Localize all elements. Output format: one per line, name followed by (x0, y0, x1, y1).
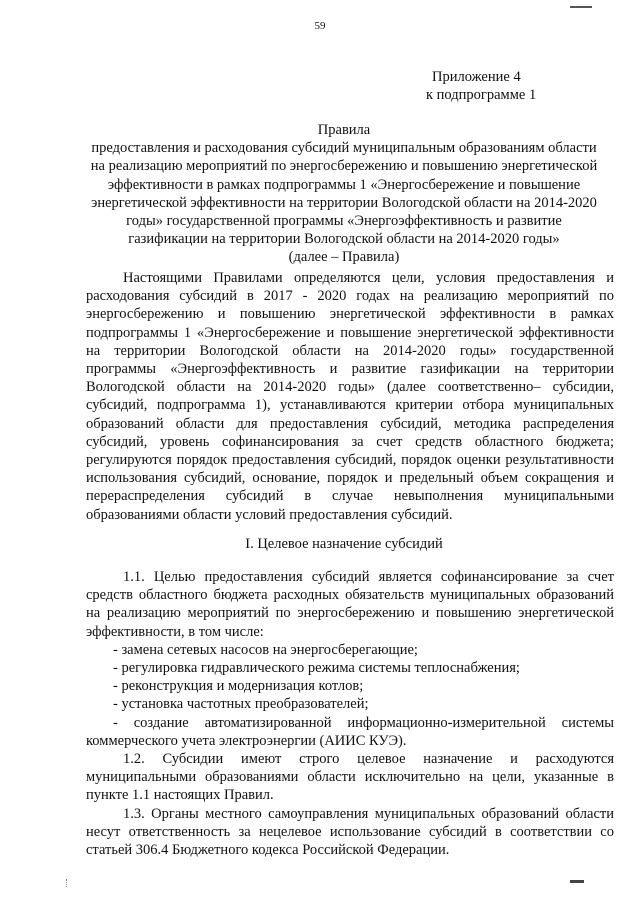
list-item: - реконструкция и модернизация котлов; (113, 678, 364, 695)
appendix-label (426, 68, 537, 104)
title-line: на реализацию мероприятий по энергосбережению и повышению энергетической (90, 158, 598, 175)
title-line: предоставления и расходования субсидий муниципальным образованиям области (91, 140, 597, 157)
scan-mark-top (570, 6, 592, 8)
section-1-body (86, 568, 614, 859)
title-line: эффективности в рамках подпрограммы 1 «Энергосбережение и повышение (107, 176, 581, 193)
title-line: годы» государственной программы «Энергоэффективность и развитие (126, 213, 562, 230)
list-item: - создание автоматизированной информационно-измерительной системы коммерческого учета электроэнергии (АИИС КУЭ). (86, 714, 614, 749)
scan-mark-left (66, 879, 69, 887)
paragraph-1-2: 1.2. Субсидии имеют строго целевое назначение и расходуются муниципальными образованиями области исключительно на цели, указанные в пункте 1.1 настоящих Правил. (86, 751, 614, 804)
intro-paragraph: Настоящими Правилами определяются цели, условия предоставления и расходования субсидий в 2017 - 2020 годах на реализацию мероприятий по энергосбережению и повышению энергетической эффективности в рамках подпрограммы 1 «Энергосбережение и повышение энергетической эффективности на территории Вологодской области на 2014-2020 годы» государственной программы «Энергоэффективность и развитие газификации на территории Вологодской области на 2014-2020 годы» (далее соответственно– субсидии, субсидий, подпрограмма 1), устанавливаются критерии отбора муниципальных образований области для предоставления субсидий, методика распределения субсидий, уровень софинансирования за счет средств областного бюджета; регулируются порядок предоставления субсидий, порядок оценки результативности использования субсидий, основание, порядок и предельный объем сокращения и перераспределения субсидий в случае невыполнения муниципальными образованиями области условий предоставления субсидий. (86, 270, 614, 523)
list-item: - замена сетевых насосов на энергосберегающие; (113, 641, 418, 658)
list-item: - установка частотных преобразователей; (113, 696, 369, 713)
page-number: 59 (314, 20, 326, 32)
title-line: энергетической эффективности на территории Вологодской области на 2014-2020 (91, 194, 597, 211)
title-heading: Правила (317, 122, 371, 138)
appendix-line-1: Приложение 4 (432, 69, 521, 85)
appendix-line-2: к подпрограмме 1 (426, 87, 537, 103)
paragraph-1-3: 1.3. Органы местного самоуправления муниципальных образований области несут ответственность за нецелевое использование субсидий в соответствии со статьей 306.4 Бюджетного кодекса Российской Федерации. (86, 805, 614, 859)
title-line: газификации на территории Вологодской области на 2014-2020 годы» (128, 231, 560, 248)
list-item: - регулировка гидравлического режима системы теплоснабжения; (113, 660, 520, 677)
title-line: (далее – Правила) (288, 249, 400, 266)
intro-section (86, 269, 614, 524)
section-1-heading: I. Целевое назначение субсидий (245, 536, 443, 552)
paragraph-1-1: 1.1. Целью предоставления субсидий является софинансирование за счет средств областного бюджета расходных обязательств муниципальных образований на реализацию мероприятий по энергосбережению и повышению энергетической эффективности, в том числе: (86, 569, 614, 640)
document-title (74, 121, 614, 267)
scan-mark-bottom (570, 880, 584, 883)
